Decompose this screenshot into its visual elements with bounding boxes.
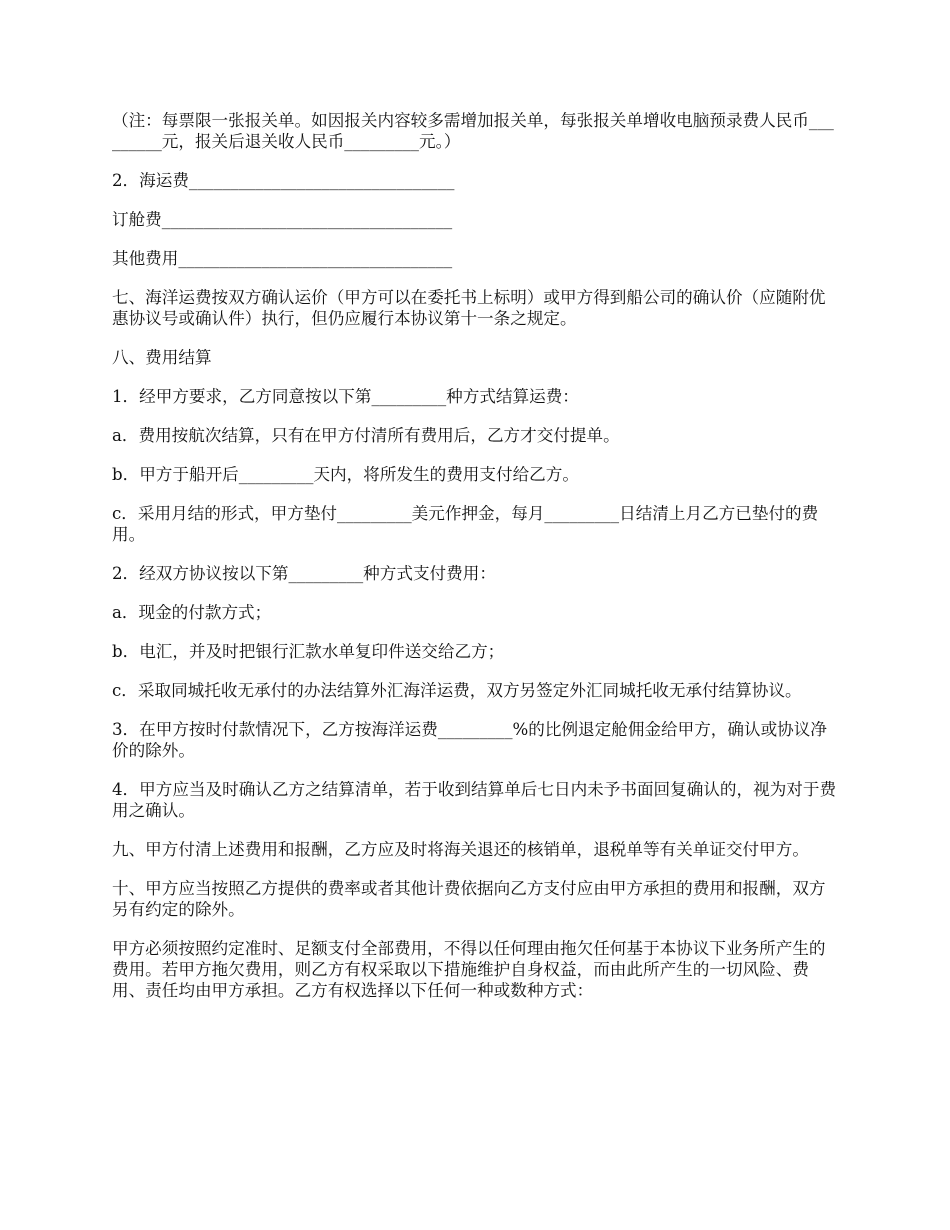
clause-8-item-4: 4．甲方应当及时确认乙方之结算清单，若于收到结算单后七日内未予书面回复确认的，视为对于费用之确认。 [112,780,837,820]
other-fees-line: 其他费用_________________________________ [112,249,453,268]
booking-fee-line: 订舱费___________________________________ [112,210,453,229]
ocean-freight-line: 2．海运费________________________________ [112,171,455,190]
clause-8-item-2c: c．采取同城托收无承付的办法结算外汇海洋运费，双方另签定外汇同城托收无承付结算协议。 [112,681,802,700]
clause-10-payment-terms: 甲方必须按照约定准时、足额支付全部费用，不得以任何理由拖欠任何基于本协议下业务所产生的费用。若甲方拖欠费用，则乙方有权采取以下措施维护自身权益，而由此所产生的一切风险、费用、责任均由甲方承担。乙方有权选择以下任何一种或数种方式： [112,939,826,1000]
clause-8-item-1c: c．采用月结的形式，甲方垫付_________美元作押金，每月_________日结清上月乙方已垫付的费用。 [112,504,819,544]
clause-10: 十、甲方应当按照乙方提供的费率或者其他计费依据向乙方支付应由甲方承担的费用和报酬，双方另有约定的除外。 [112,879,826,919]
clause-8-heading: 八、费用结算 [112,348,212,367]
clause-8-item-3: 3．在甲方按时付款情况下，乙方按海洋运费_________%的比例退定舱佣金给甲方，确认或协议净价的除外。 [112,720,827,760]
clause-8-item-1a: a．费用按航次结算，只有在甲方付清所有费用后，乙方才交付提单。 [112,426,620,445]
clause-8-item-2b: b．电汇，并及时把银行汇款水单复印件送交给乙方； [112,642,505,661]
clause-9: 九、甲方付清上述费用和报酬，乙方应及时将海关退还的核销单，退税单等有关单证交付甲方。 [112,840,809,859]
clause-8-item-2: 2．经双方协议按以下第_________种方式支付费用： [112,564,496,583]
clause-8-item-2a: a．现金的付款方式； [112,603,272,622]
clause-7: 七、海洋运费按双方确认运价（甲方可以在委托书上标明）或甲方得到船公司的确认价（应随附优惠协议号或确认件）执行，但仍应履行本协议第十一条之规定。 [112,288,826,328]
clause-8-item-1: 1．经甲方要求，乙方同意按以下第_________种方式结算运费： [112,387,579,406]
clause-8-item-1b: b．甲方于船开后_________天内，将所发生的费用支付给乙方。 [112,465,579,484]
note-customs-declaration: （注：每票限一张报关单。如因报关内容较多需增加报关单，每张报关单增收电脑预录费人民币_________元，报关后退关收人民币_________元。） [112,111,834,151]
document-body [112,110,842,1019]
